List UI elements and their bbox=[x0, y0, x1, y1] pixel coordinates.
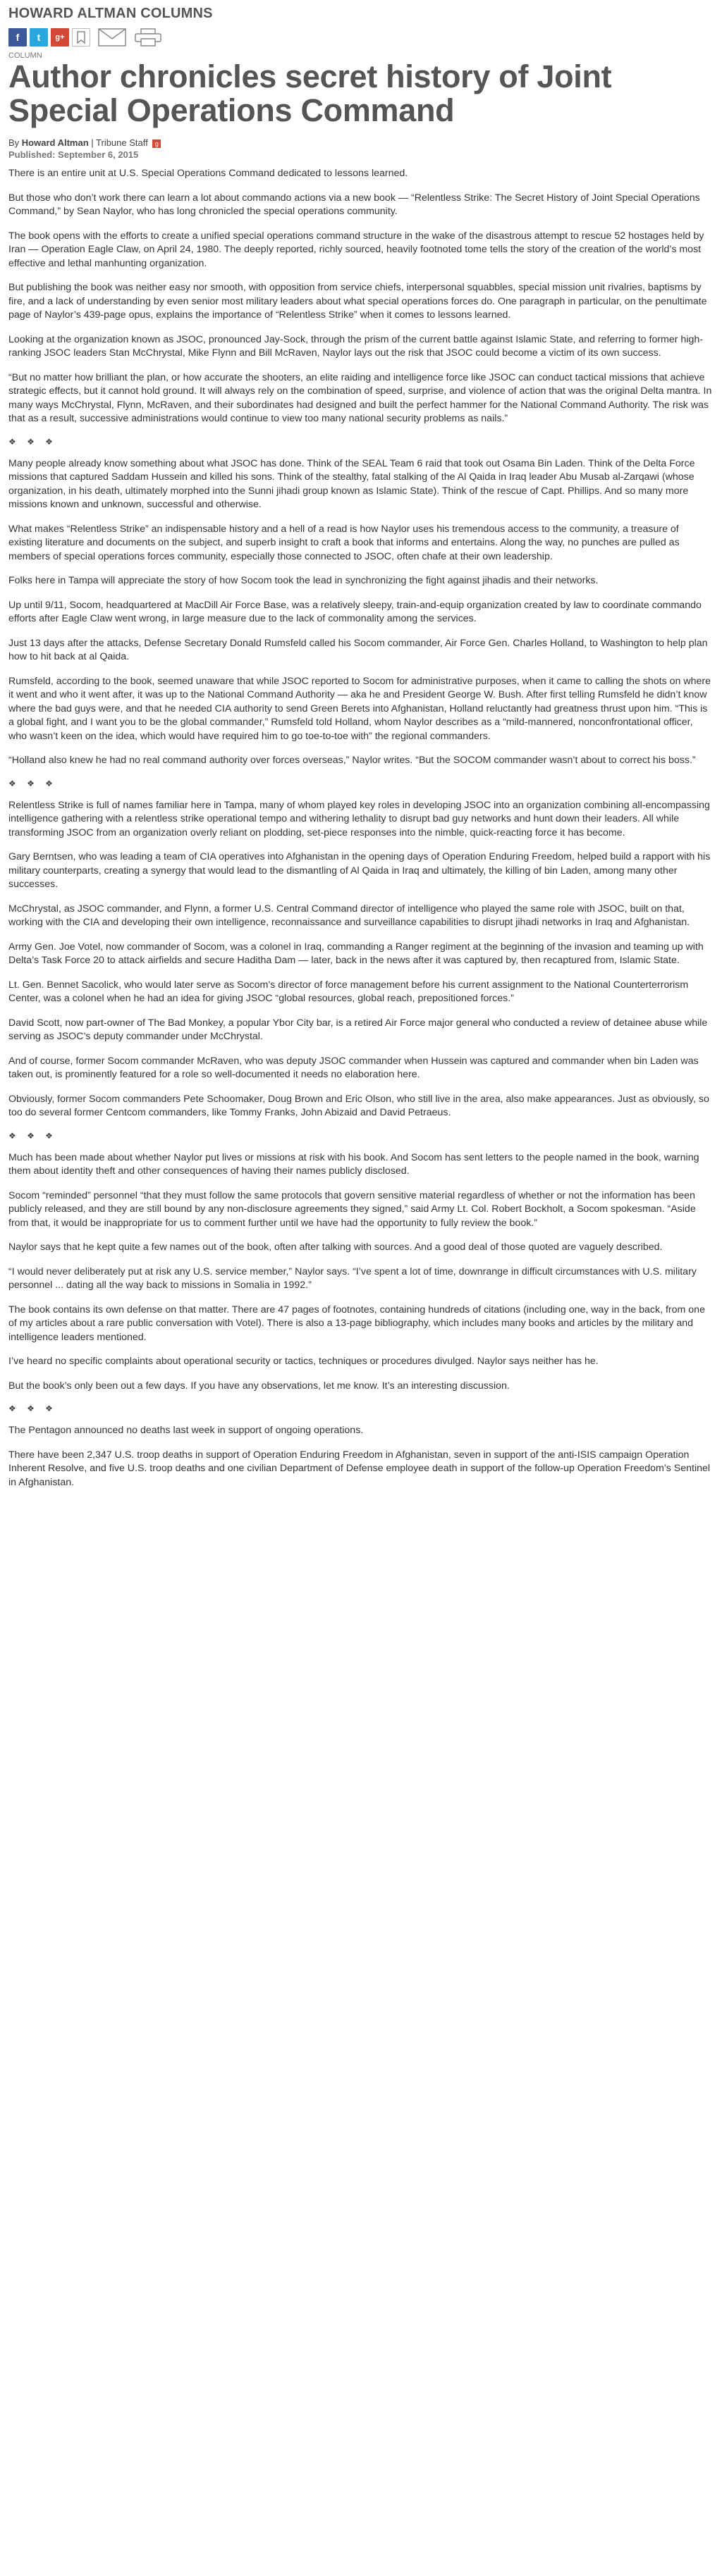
article-paragraph: “Holland also knew he had no real command authority over forces overseas,” Naylor writes. “But the SOCOM commander wasn’t about to correct his boss.” bbox=[8, 755, 696, 766]
twitter-glyph: t bbox=[37, 32, 41, 43]
section-separator: ❖ ❖ ❖ bbox=[8, 778, 57, 788]
section-separator: ❖ ❖ ❖ bbox=[8, 436, 57, 447]
article-paragraph: But those who don’t work there can learn a lot about commando actions via a new book — “Relentless Strike: The Secret History of Joint Special Operations Command,” by Sean Naylor, who has long chronicled the special operations community. bbox=[8, 192, 700, 217]
article-paragraph: “I would never deliberately put at risk any U.S. service member,” Naylor says. “I’ve spent a lot of time, downrange in difficult circumstances with U.S. military personnel ... dating all the way back to missions in Somalia in 1992.” bbox=[8, 1265, 697, 1291]
article-paragraph: Gary Berntsen, who was leading a team of CIA operatives into Afghanistan in the opening days of Operation Enduring Freedom, helped build a rapport with his military counterparts, creating a synergy that would lead to the dismantling of Al Qaida in Iraq and ultimately, the killing of bin Laden, among many other successes. bbox=[8, 851, 711, 890]
article-paragraph: Army Gen. Joe Votel, now commander of Socom, was a colonel in Iraq, commanding a Ranger regiment at the beginning of the invasion and teaming up with Delta’s Task Force 20 to attack airfields and secure Haditha Dam — later, back in the news after it was captured by, then recaptured from, Islamic State. bbox=[8, 941, 704, 966]
save-icon[interactable] bbox=[72, 28, 90, 47]
section-separator: ❖ ❖ ❖ bbox=[8, 1404, 57, 1413]
byline-outlet: Tribune Staff bbox=[96, 137, 148, 148]
article-paragraph: Lt. Gen. Bennet Sacolick, who would later serve as Socom’s director of force management before his current assignment to the National Counterterrorism Center, was a colonel when he had an idea for giving JSOC “global resources, global reach, prepositioned forces.” bbox=[8, 979, 689, 1004]
article-paragraph: Up until 9/11, Socom, headquartered at MacDill Air Force Base, was a relatively sleepy, train-and-equip organization created by law to coordinate commando efforts after Eagle Claw went wrong, in large measure due to the lack of commonality among the services. bbox=[8, 599, 702, 624]
section-separator: ❖ ❖ ❖ bbox=[8, 1130, 57, 1141]
print-icon[interactable] bbox=[133, 27, 164, 47]
article-paragraph: Looking at the organization known as JSOC, pronounced Jay-Sock, through the prism of the current battle against Islamic State, and referring to former high-ranking JSOC leaders Stan McChrystal, Mike Flynn and Bill McRaven, Naylor lays out the risk that JSOC could become a victim of its own success. bbox=[8, 333, 703, 359]
article-paragraph: Folks here in Tampa will appreciate the story of how Socom took the lead in synchronizing the fight against jihadis and their networks. bbox=[8, 575, 599, 586]
google-plus-icon[interactable] bbox=[51, 28, 69, 47]
article-body bbox=[8, 167, 714, 1490]
facebook-glyph: f bbox=[16, 32, 20, 43]
byline-prefix: By bbox=[8, 137, 22, 148]
published-date: Published: September 6, 2015 bbox=[8, 149, 139, 160]
article-paragraph: Rumsfeld, according to the book, seemed unaware that while JSOC reported to Socom for administrative purposes, when it came to calling the shots on where it went and who it went after, it was up to the National Command Authority — aka he and President George W. Bush. After first telling Rumsfeld he didn’t know where the bad guys were, and that he needed CIA authority to send Green Berets into Afghanistan, Holland reluctantly had greatness thrust upon him. “This is a global fight, and I want you to be the global commander,” Rumsfeld told Holland, whom Naylor describes as a “mild-mannered, nonconfrontational officer, who wasn’t keen on the idea, which would have required him to go toe-to-toe with” the regional commanders. bbox=[8, 675, 711, 742]
page-title: Author chronicles secret history of Joint Special Operations Command bbox=[8, 58, 612, 128]
article-paragraph: But the book’s only been out a few days. If you have any observations, let me know. It’s an interesting discussion. bbox=[8, 1380, 510, 1392]
article-paragraph: What makes “Relentless Strike” an indispensable history and a hell of a read is how Naylor uses his tremendous access to the community, a treasure of existing literature and documents on the subject, and superb insight to craft a book that informs and entertains. Along the way, no punches are pulled as members of special operations forces community, especially those connected to JSOC, often chafe at their own leadership. bbox=[8, 523, 680, 562]
byline bbox=[8, 137, 714, 148]
article-paragraph: Many people already know something about what JSOC has done. Think of the SEAL Team 6 raid that took out Osama Bin Laden. Think of the Delta Force missions that captured Saddam Hussein and killed his sons. Think of the stealthy, fatal stalking of the Al Qaida in Iraq leader Abu Musab al-Zarqawi (whose organization, in his death, ultimately morphed into the Sunni jihadi group known as Islamic State). Think of the rescue of Capt. Phillips. And so many more missions known and unknown, successful and otherwise. bbox=[8, 457, 695, 510]
twitter-icon[interactable] bbox=[30, 28, 48, 47]
article-paragraph: There is an entire unit at U.S. Special Operations Command dedicated to lessons learned. bbox=[8, 168, 408, 179]
article-paragraph: David Scott, now part-owner of The Bad Monkey, a popular Ybor City bar, is a retired Air Force major general who conducted a review of detainee abuse while serving as JSOC’s deputy commander under McChrystal. bbox=[8, 1017, 708, 1042]
email-icon[interactable] bbox=[96, 27, 128, 47]
article-paragraph: Much has been made about whether Naylor put lives or missions at risk with his book. And Socom has sent letters to the people named in the book, warning them about identity theft and other consequences of having their names publicly disclosed. bbox=[8, 1151, 699, 1177]
article-paragraph: Naylor says that he kept quite a few names out of the book, often after talking with sources. And a good deal of those quoted are vaguely described. bbox=[8, 1241, 663, 1253]
google-plus-glyph: g+ bbox=[55, 33, 65, 42]
article-paragraph: And of course, former Socom commander McRaven, who was deputy JSOC commander when Hussein was captured and commander when bin Laden was taken out, is prominently featured for a role so well-documented it needs no elaboration here. bbox=[8, 1055, 699, 1080]
column-banner[interactable]: HOWARD ALTMAN COLUMNS bbox=[8, 6, 213, 21]
article-paragraph: The Pentagon announced no deaths last week in support of ongoing operations. bbox=[8, 1425, 364, 1436]
article-paragraph: Obviously, former Socom commanders Pete Schoomaker, Doug Brown and Eric Olson, who still live in the area, also make appearances. Just as obviously, so too do several former Centcom commanders, like Tommy Franks, John Abizaid and David Petraeus. bbox=[8, 1093, 709, 1118]
article-paragraph: Relentless Strike is full of names familiar here in Tampa, many of whom played key roles in developing JSOC into an organization combining all-encompassing intelligence gathering with a relentless strike operational tempo and withering lethality to disrupt bad guy networks and hunt down their leaders. All while transforming JSOC from an organization overly reliant on plodding, set-piece responses into the nimble, quick-reacting force it has become. bbox=[8, 799, 710, 838]
article-paragraph: McChrystal, as JSOC commander, and Flynn, a former U.S. Central Command director of intelligence who played the same role with JSOC, built on that, working with the CIA and developing their own intelligence, reconnaissance and surveillance capabilities to disrupt jihadi networks in Iraq and Afghanistan. bbox=[8, 903, 690, 928]
article-paragraph: The book opens with the efforts to create a unified special operations command structure in the wake of the disastrous attempt to rescue 52 hostages held by Iran — Operation Eagle Claw, on April 24, 1980. The deeply reported, richly sourced, heavily footnoted tome tells the story of the creation of the world’s most effective and lethal manhunting organization. bbox=[8, 230, 704, 269]
share-bar bbox=[8, 27, 714, 47]
author-google-plus-icon[interactable]: g bbox=[152, 140, 161, 148]
article-paragraph: There have been 2,347 U.S. troop deaths in support of Operation Enduring Freedom in Afghanistan, seven in support of the anti-ISIS campaign Operation Inherent Resolve, and five U.S. troop deaths and one civilian Department of Defense employee death in support of the follow-up Operation Freedom’s Sentinel in Afghanistan. bbox=[8, 1449, 711, 1488]
article-paragraph: I’ve heard no specific complaints about operational security or tactics, techniques or procedures divulged. Naylor says neither has he. bbox=[8, 1356, 599, 1367]
section-label[interactable]: COLUMN bbox=[8, 51, 42, 60]
article-paragraph: “But no matter how brilliant the plan, or how accurate the shooters, an elite raiding and intelligence force like JSOC can conduct tactical missions that achieve strategic effects, but it cannot hold ground. It will always rely on the combination of speed, surprise, and violence of action that was the original Delta mantra. In many ways McChrystal, Flynn, McRaven, and their subordinates had designed and built the perfect hammer for the National Command Authority. The risk was that as a result, successive administrations would continue to view too many national security problems as nails.” bbox=[8, 371, 712, 424]
facebook-icon[interactable] bbox=[8, 28, 27, 47]
article-paragraph: But publishing the book was neither easy nor smooth, with opposition from service chiefs, interpersonal squabbles, special mission unit rivalries, baptisms by fire, and a lack of understanding by even senior most military leaders about what special operations forces do. One paragraph in particular, on the penultimate page of Naylor’s 439-page opus, explains the importance of “Relentless Strike” when it comes to lessons learned. bbox=[8, 282, 707, 321]
article-paragraph: The book contains its own defense on that matter. There are 47 pages of footnotes, containing hundreds of citations (including one, way in the back, from one of my articles about a rare public conversation with Votel). There is also a 13-page bibliography, which includes many books and articles by the military and intelligence leaders mentioned. bbox=[8, 1304, 705, 1343]
byline-separator: | bbox=[88, 137, 97, 148]
author-name[interactable]: Howard Altman bbox=[21, 137, 89, 148]
article-paragraph: Just 13 days after the attacks, Defense Secretary Donald Rumsfeld called his Socom commander, Air Force Gen. Charles Holland, to Washington to help plan how to hit back at al Qaida. bbox=[8, 637, 708, 662]
article-paragraph: Socom “reminded” personnel “that they must follow the same protocols that govern sensitive material regardless of whether or not the information has been publicly released, and they are still bound by any non-disclosure agreements they signed,” said Army Lt. Col. Robert Bockholt, a Socom spokesman. “Aside from that, it would be inappropriate for us to comment further until we have had the opportunity to fully review the book.” bbox=[8, 1189, 696, 1229]
